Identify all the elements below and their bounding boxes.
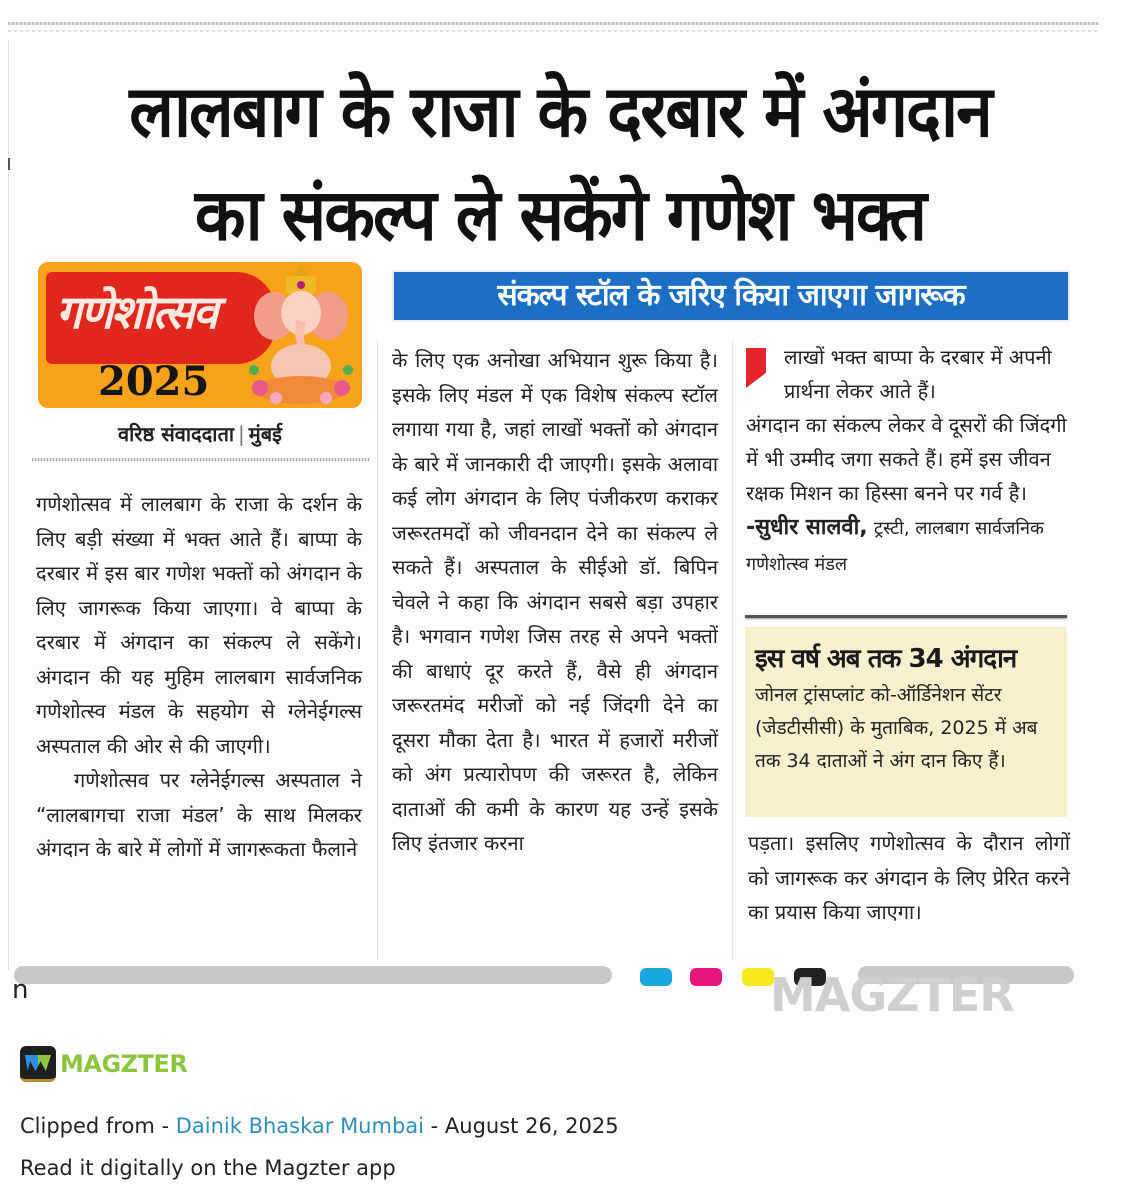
ganesha-illustration-icon — [246, 262, 356, 408]
read-digitally-text: Read it digitally on the Magzter app — [20, 1156, 396, 1180]
quote-author-role: ट्रस्टी, लालबाग सार्वजनिक गणेशोत्स्व मंडल — [746, 518, 1044, 575]
headline-line-2: का संकल्प ले सकेंगे गणेश भक्त — [194, 173, 926, 257]
clipped-from-line — [20, 1114, 619, 1138]
print-registration-bar — [14, 966, 612, 984]
brand-name: MAGZTER — [60, 1050, 188, 1078]
column-divider — [732, 340, 733, 960]
quote-body: अंगदान का संकल्प लेकर वे दूसरों की जिंदगी में भी उम्मीद जगा सकते हैं। हमें इस जीवन रक्षक मिशन का हिस्सा बनने पर गर्व है। — [746, 413, 1067, 505]
headline-line-1: लालबाग के राजा के दरबार में अंगदान — [129, 70, 991, 154]
article-column-1 — [36, 487, 362, 867]
cyan-swatch — [640, 968, 672, 986]
pull-quote — [746, 340, 1076, 582]
headline — [20, 60, 1100, 267]
top-rule-secondary — [8, 30, 1098, 32]
article-column-2 — [392, 343, 718, 861]
article-column-3-continued — [748, 826, 1070, 930]
fact-box-title: इस वर्ष अब तक 34 अंगदान — [755, 644, 1017, 674]
logo-year: 2025 — [98, 358, 210, 405]
magzter-brand[interactable] — [20, 1046, 187, 1082]
column-3-paragraph: पड़ता। इसलिए गणेशोत्सव के दौरान लोगों को जागरूक कर अंगदान के लिए प्रेरित करने का प्रयास किया जाएगा। — [748, 831, 1070, 924]
stray-glyph: n — [12, 975, 29, 1005]
byline — [38, 420, 362, 447]
column-2-paragraph: के लिए एक अनोखा अभियान शुरू किया है। इसके लिए मंडल में एक विशेष संकल्प स्टॉल लगाया गया है, जहां लाखों भक्तों को अंगदान के बारे में जानकारी दी जाएगी। इसके अलावा कई लोग अंगदान के लिए पंजीकरण कराकर जरूरतमदों को जीवनदान देने का संकल्प ले सकते हैं। अस्पताल के सीईओ डॉ. बिपिन चेवले ने कहा कि अंगदान सबसे बड़ा उपहार है। भगवान गणेश जिस तरह से अपने भक्तों की बाधाएं दूर करते हैं, वैसे ही अंगदान जरूरतमंद मरीजों को नई जिंदगी देने का दूसरा मौका देता है। भारत में हजारों मरीजों को अंग प्रत्यारोपण की जरूरत है, लेकिन दाताओं की कमी के कारण यह उन्हें इसके लिए इंतजार करना — [392, 348, 718, 855]
magzter-logo-icon — [20, 1046, 56, 1082]
quote-first-lines: लाखों भक्त बाप्पा के दरबार में अपनी प्रार्थना लेकर आते हैं। — [784, 345, 1052, 403]
byline-separator: | — [238, 422, 245, 446]
clipped-prefix: Clipped from - — [20, 1114, 176, 1138]
quote-author: -सुधीर सालवी, — [746, 515, 868, 540]
source-publication-link[interactable]: Dainik Bhaskar Mumbai — [175, 1114, 424, 1138]
ganeshotsav-logo — [38, 262, 362, 408]
clip-date: - August 26, 2025 — [424, 1114, 619, 1138]
left-margin-tick — [8, 158, 10, 170]
fact-box — [745, 627, 1067, 817]
quote-divider — [745, 615, 1067, 618]
magzter-watermark: MAGZTER — [770, 968, 1014, 1022]
column-divider — [377, 340, 378, 960]
top-rule — [8, 22, 1098, 25]
clip-footer — [0, 1030, 1122, 1201]
column-1-paragraph-1: गणेशोत्सव में लालबाग के राजा के दर्शन के लिए बड़ी संख्या में भक्त आते हैं। बाप्पा के दरबार में इस बार गणेश भक्तों को अंगदान के लिए जागरूक किया जाएगा। वे बाप्पा के दरबार में अंगदान का संकल्प ले सकेंगे। अंगदान की यह मुहिम लालबाग सार्वजनिक गणेशोत्स्व मंडल के सहयोग से ग्लेनेईगल्स अस्पताल की ओर से की जाएगी। — [36, 492, 362, 758]
left-margin-line — [8, 40, 9, 970]
magenta-swatch — [690, 968, 722, 986]
byline-divider — [32, 458, 370, 461]
byline-city: मुंबई — [248, 422, 282, 446]
column-1-paragraph-2: गणेशोत्सव पर ग्लेनेईगल्स अस्पताल ने “लालबागचा राजा मंडल’ के साथ मिलकर अंगदान के बारे में लोगों में जागरूकता फैलाने — [36, 768, 362, 861]
subheadline-banner: संकल्प स्टॉल के जरिए किया जाएगा जागरूक — [392, 270, 1070, 322]
fact-box-body: जोनल ट्रांसप्लांट को-ऑर्डिनेशन सेंटर (जेडटीसीसी) के मुताबिक, 2025 में अब तक 34 दाताओं ने अंग दान किए हैं। — [755, 684, 1038, 772]
byline-author: वरिष्ठ संवाददाता — [118, 422, 235, 446]
logo-script-text: गणेशोत्सव — [56, 285, 217, 339]
